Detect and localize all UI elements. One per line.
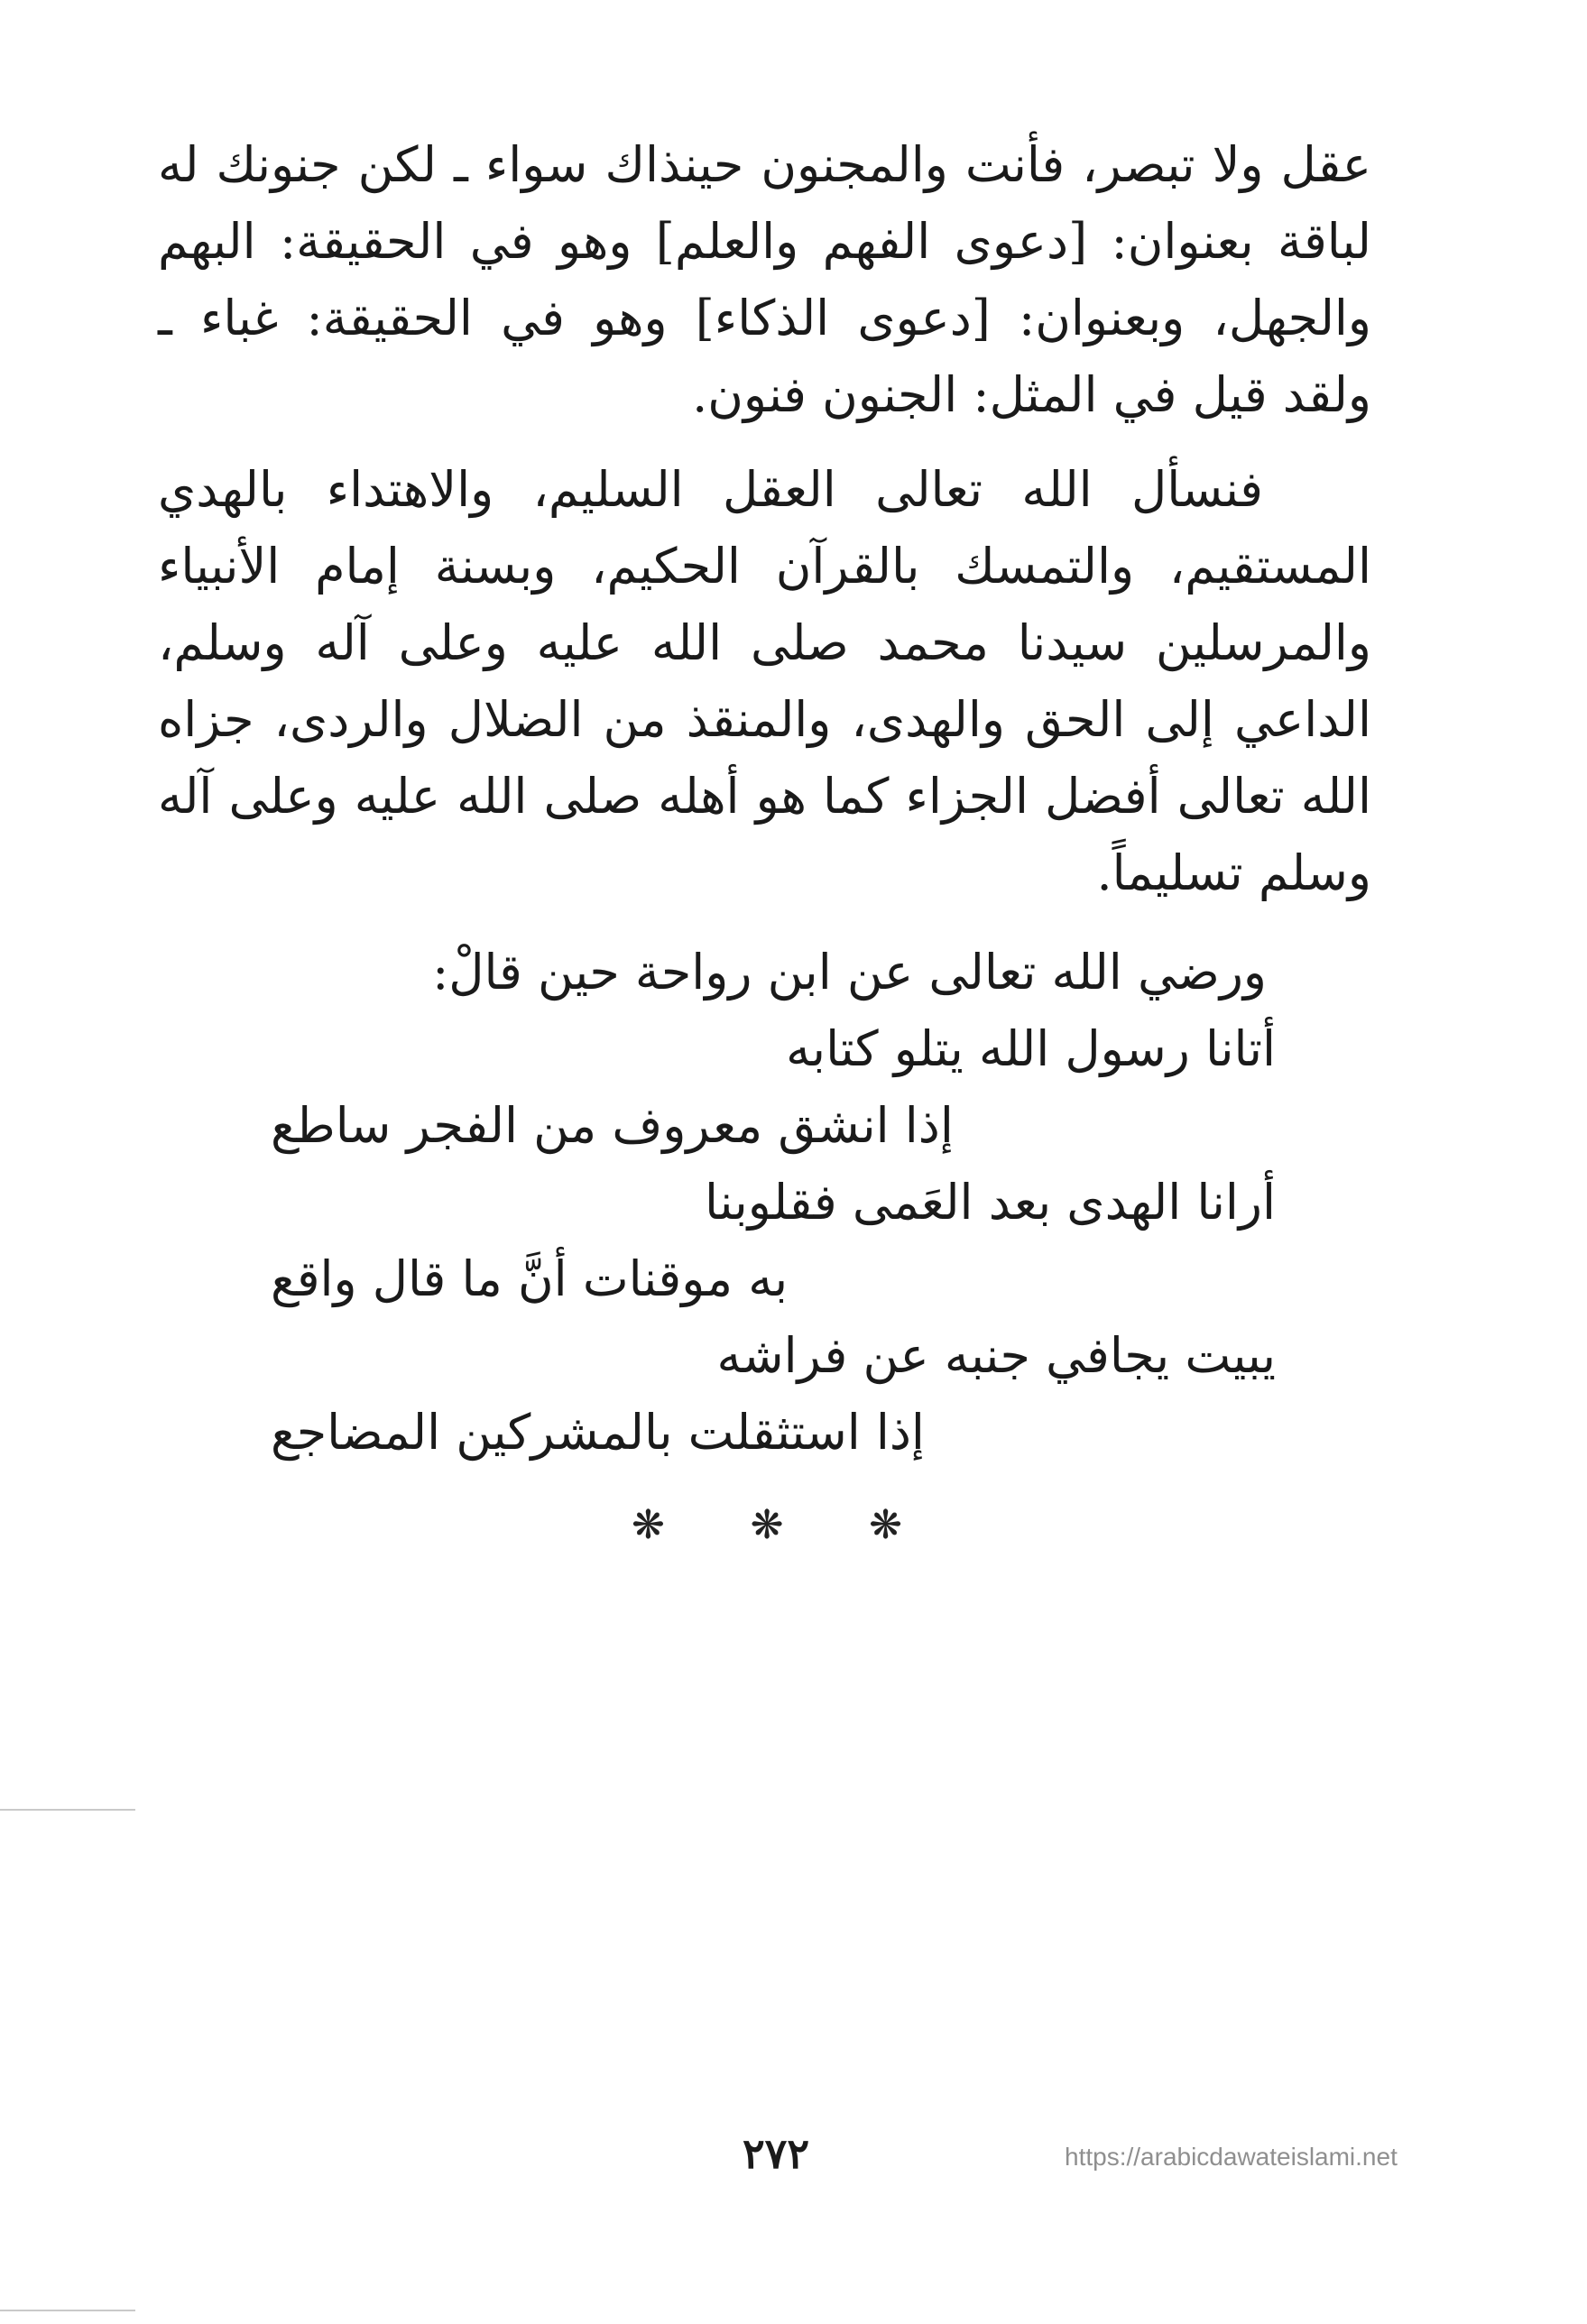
poem-verse-3-second-hemistich: إذا استثقلت بالمشركين المضاجع	[271, 1404, 925, 1461]
scan-artifact-line	[0, 1809, 135, 1811]
paragraph-1	[158, 126, 1371, 433]
paragraph-text: عقل ولا تبصر، فأنت والمجنون حينذاك سواء ـ لكن جنونك له لباقة بعنوان: [دعوى الفهم والعلم] وهو في الحقيقة: البهم والجهل، وبعنوان: [دعوى الذكاء] وهو في الحقيقة: غباء ـ ولقد قيل في المثل: الجنون فنون.	[158, 136, 1371, 423]
asterism-icon: ❋	[632, 1502, 665, 1548]
section-separator	[632, 1502, 902, 1548]
poem-verse-1-first-hemistich: أتانا رسول الله يتلو كتابه	[786, 1020, 1276, 1077]
poem-verse-1-second-hemistich: إذا انشق معروف من الفجر ساطع	[271, 1097, 954, 1154]
asterism-icon: ❋	[869, 1502, 902, 1548]
poem-verse-2-second-hemistich: به موقنات أنَّ ما قال واقع	[271, 1250, 789, 1307]
scan-artifact-line	[0, 2310, 135, 2311]
paragraph-2	[158, 451, 1371, 911]
page-number: ٢٧٢	[742, 2129, 810, 2178]
asterism-icon: ❋	[750, 1502, 784, 1548]
poem-verse-3-first-hemistich: يبيت يجافي جنبه عن فراشه	[716, 1327, 1276, 1384]
poem-verse-2-first-hemistich: أرانا الهدى بعد العَمى فقلوبنا	[704, 1174, 1276, 1231]
watermark-url: https://arabicdawateislami.net	[1065, 2143, 1398, 2171]
paragraph-text: فنسأل الله تعالى العقل السليم، والاهتداء بالهدي المستقيم، والتمسك بالقرآن الحكيم، وبسنة إمام الأنبياء والمرسلين سيدنا محمد صلى الله عليه وعلى آله وسلم، الداعي إلى الحق والهدى، والمنقذ من الضلال والردى، جزاه الله تعالى أفضل الجزاء كما هو أهله صلى الله عليه وعلى آله وسلم تسليماً.	[158, 461, 1371, 901]
poem-intro: ورضي الله تعالى عن ابن رواحة حين قالْ:	[432, 944, 1267, 1001]
